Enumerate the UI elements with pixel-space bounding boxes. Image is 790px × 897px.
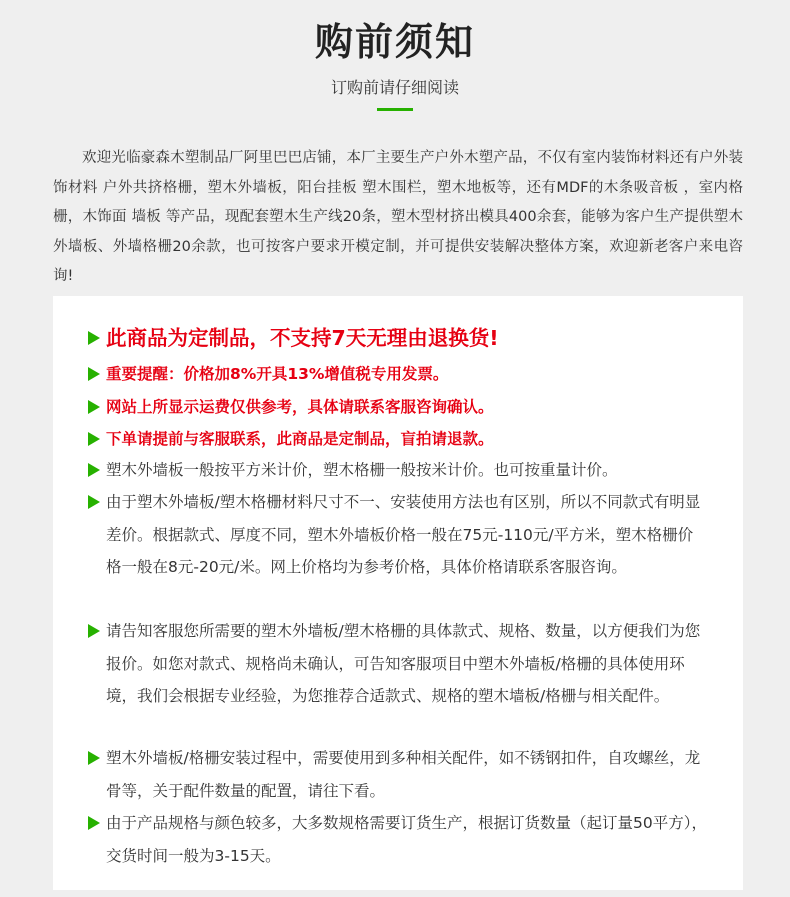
notice-item-text: 请告知客服您所需要的塑木外墙板/塑木格栅的具体款式、规格、数量，以方便我们为您报价。如您对款式、规格尚未确认，可告知客服项目中塑木外墙板/格栅的具体使用环境，我们会根据专业经验，为您推荐合适款式、规格的塑木墙板/格栅与相关配件。 (106, 622, 701, 705)
notice-item-custom-product (88, 323, 708, 353)
notice-item-pricing-unit (88, 454, 708, 487)
notice-item-shipping (88, 394, 708, 420)
triangle-bullet-icon (88, 367, 100, 381)
page-title: 购前须知 (314, 20, 475, 64)
page-subtitle: 订购前请仔细阅读 (330, 78, 459, 97)
triangle-bullet-icon (88, 495, 100, 509)
notice-item-contact-first (88, 426, 708, 452)
notice-item-delivery-time (88, 807, 708, 872)
triangle-bullet-icon (88, 463, 100, 477)
triangle-bullet-icon (88, 751, 100, 765)
triangle-bullet-icon (88, 624, 100, 638)
notice-card (53, 296, 743, 890)
notice-item-text: 塑木外墙板/格栅安装过程中，需要使用到多种相关配件，如不锈钢扣件，自攻螺丝，龙骨等，关于配件数量的配置，请往下看。 (106, 749, 701, 800)
notice-item-price-range (88, 486, 708, 584)
notice-item-text: 塑木外墙板一般按平方米计价，塑木格栅一般按米计价。也可按重量计价。 (106, 461, 618, 479)
title-underline (377, 108, 413, 111)
notice-item-text: 由于塑木外墙板/塑木格栅材料尺寸不一、安装使用方法也有区别，所以不同款式有明显差价。根据款式、厚度不同，塑木外墙板价格一般在75元-110元/平方米，塑木格栅价格一般在8元-20元/米。网上价格均为参考价格，具体价格请联系客服咨询。 (106, 493, 701, 576)
triangle-bullet-icon (88, 816, 100, 830)
triangle-bullet-icon (88, 400, 100, 414)
notice-item-invoice (88, 361, 708, 387)
notice-item-quote-request (88, 615, 708, 713)
intro-paragraph: 欢迎光临豪森木塑制品厂阿里巴巴店铺，本厂主要生产户外木塑产品，不仅有室内装饰材料还有户外装饰材料 户外共挤格栅，塑木外墙板，阳台挂板 塑木围栏，塑木地板等，还有MDF的木条吸音板 ，室内格栅，木饰面 墙板 等产品，现配套塑木生产线20条，塑木型材挤出模具400余套，能够为客户生产提供塑木外墙板、外墙格栅20余款，也可按客户要求开模定制，并可提供安装解决整体方案，欢迎新老客户来电咨询! (53, 150, 743, 284)
notice-item-text: 网站上所显示运费仅供参考，具体请联系客服咨询确认。 (106, 398, 494, 416)
notice-item-text: 此商品为定制品，不支持7天无理由退换货! (106, 326, 499, 350)
notice-item-text: 由于产品规格与颜色较多，大多数规格需要订货生产，根据订货数量（起订量50平方），交货时间一般为3-15天。 (106, 814, 707, 865)
triangle-bullet-icon (88, 331, 100, 345)
notice-item-text: 重要提醒：价格加8%开具13%增值税专用发票。 (106, 365, 449, 383)
notice-item-text: 下单请提前与客服联系，此商品是定制品，盲拍请退款。 (106, 430, 494, 448)
triangle-bullet-icon (88, 432, 100, 446)
notice-item-accessories (88, 742, 708, 807)
